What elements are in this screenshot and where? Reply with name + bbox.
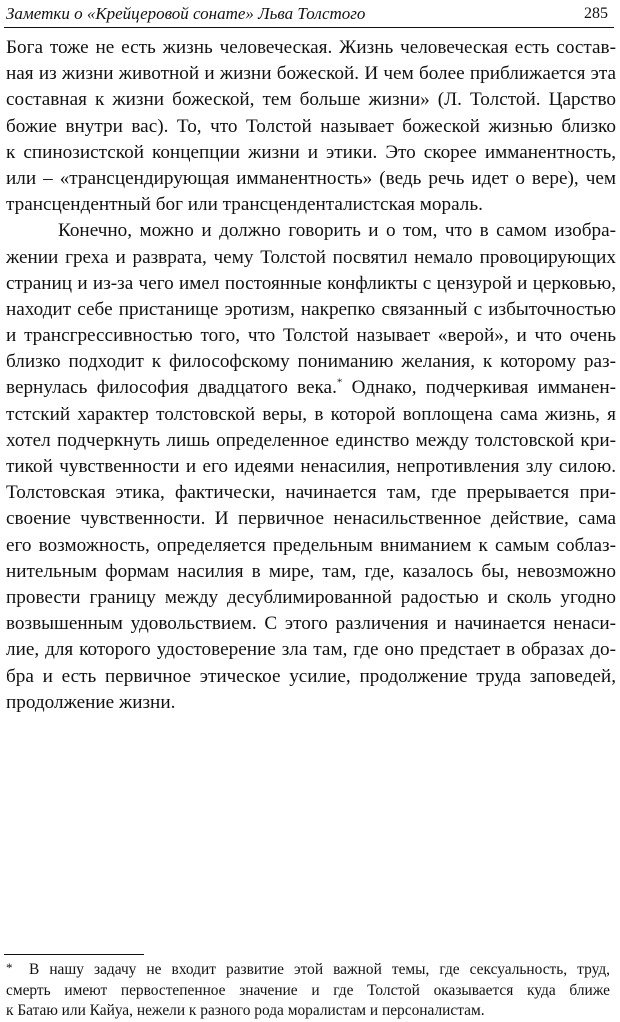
footnote <box>6 960 610 1022</box>
footnote-mark: * <box>6 960 13 975</box>
text-line-with-footnote-ref <box>6 375 616 401</box>
text-line: или – «трансцендирующая имманентность» (ведь речь идет о вере), чем <box>6 167 616 189</box>
text-line: близко подходит к философскому пониманию желания, к которому раз- <box>6 351 616 373</box>
footnote-line: смерть имеют первостепенное значение и где Толстой оказывается куда ближе <box>6 981 610 999</box>
text-line: нительным формам насилия в мире, там, где, казалось бы, невозможно <box>6 560 616 582</box>
text-line: божие внутри вас). То, что Толстой называет божеской жизнью близко <box>6 115 616 137</box>
text-line: провести границу между десублимированной радостью и сколь угодно <box>6 586 616 608</box>
text-line: Толстовская этика, фактически, начинается там, где прерывается при- <box>6 482 616 504</box>
running-title: Заметки о «Крейцеровой сонате» Льва Толстого <box>6 4 366 23</box>
footnote-text: В нашу задачу не входит развитие этой важной темы, где сексуальность, труд, <box>29 961 610 978</box>
text-line: тстский характер толстовской веры, в которой воплощена сама жизнь, я <box>6 403 616 425</box>
text-line: тикой чувственности и его идеями ненасилия, непротивления злу силою. <box>6 456 616 477</box>
text-line: составная к жизни божеской, тем больше жизни» (Л. Толстой. Царство <box>6 89 616 111</box>
running-head <box>6 2 610 24</box>
text-line: и трансгрессивностью того, что Толстой называет «верой», и что очень <box>6 325 616 347</box>
text-line: хотел подчеркнуть лишь определенное единство между толстовской кри- <box>6 429 616 451</box>
text-line: Конечно, можно и должно говорить и о том, что в самом изобра- <box>58 220 616 242</box>
footnote-line <box>6 960 610 981</box>
text-line: к спинозистской концепции жизни и этики. Это скорее имманентность, <box>6 141 616 163</box>
text-line: бра и есть первичное этическое усилие, продолжение труда заповедей, <box>6 665 616 687</box>
text-line: лие, для которого удостоверение зла там, где оно предстает в образах до- <box>6 639 616 661</box>
footnote-rule <box>4 954 144 955</box>
main-text <box>6 35 616 716</box>
text-line: возвышенным удовольствием. С этого различения и начинается ненаси- <box>6 613 616 635</box>
text-line: его возможность, определяется предельным вниманием к самым соблаз- <box>6 534 616 556</box>
header-rule <box>4 27 614 28</box>
text-line: ная из жизни животной и жизни божеской. И чем более приближается эта <box>6 63 616 85</box>
text-line: Бога тоже не есть жизнь человеческая. Жизнь человеческая есть состав- <box>6 37 616 58</box>
text-segment: вернулась философия двадцатого века. <box>6 377 337 399</box>
page-number: 285 <box>584 5 608 22</box>
text-line: продолжение жизни. <box>6 691 176 713</box>
text-line: находит себе пристанище эротизм, накрепко связанный с избыточностью <box>6 298 616 320</box>
text-line: своение чувственности. И первичное ненасильственное действие, сама <box>6 508 616 530</box>
footnote-line: к Батаю или Кайуа, нежели к разного рода моралистам и персоналистам. <box>6 1002 485 1019</box>
text-segment: Однако, подчеркивая имманен- <box>342 377 617 399</box>
text-line: трансцендентный бог или трансценденталистская мораль. <box>6 194 483 216</box>
footnote-reference[interactable]: * <box>336 377 343 390</box>
text-line: жении греха и разврата, чему Толстой посвятил немало провоцирующих <box>6 246 616 268</box>
text-line: страниц и из-за чего имел постоянные конфликты с цензурой и церковью, <box>6 272 616 294</box>
